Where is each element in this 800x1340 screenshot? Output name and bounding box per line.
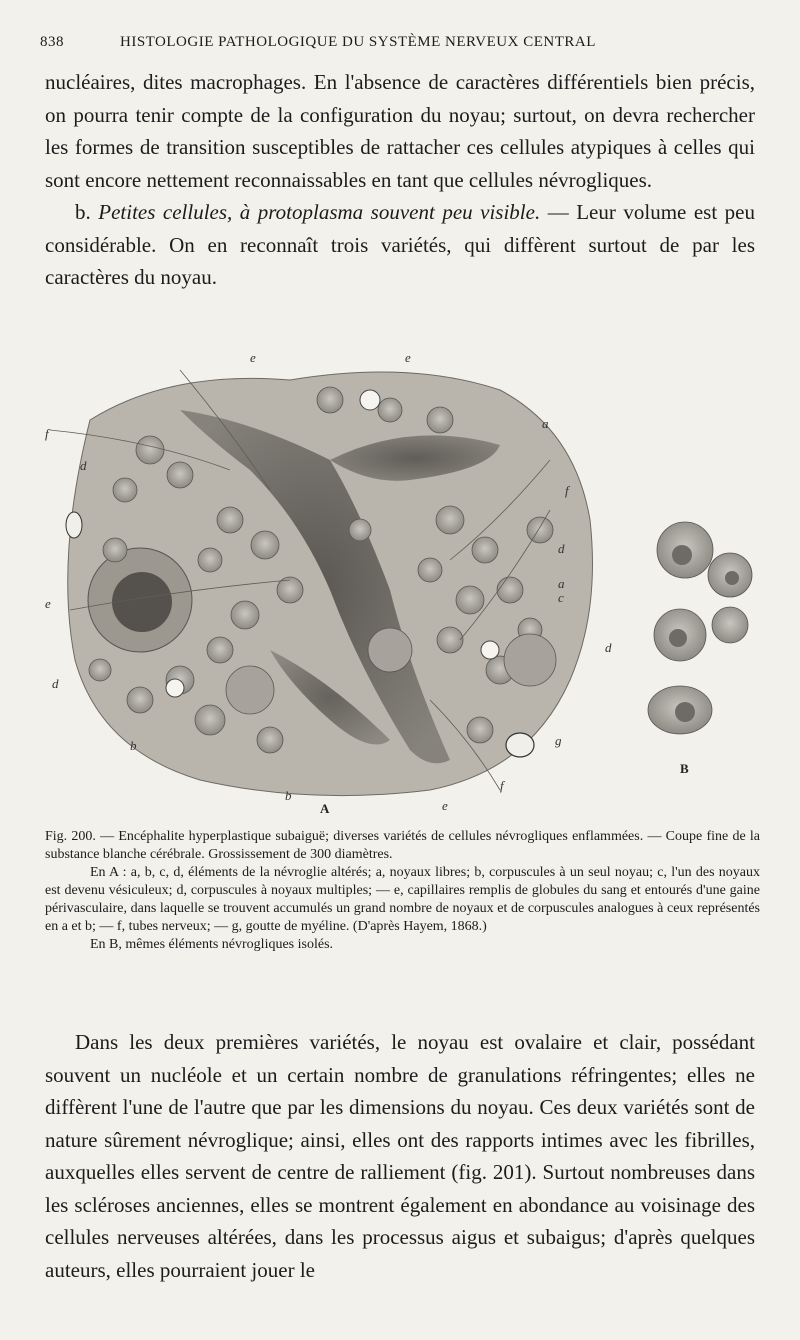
label-d-low: d bbox=[52, 676, 59, 691]
label-f-right: f bbox=[565, 483, 569, 498]
panel-a-tissue bbox=[50, 370, 593, 796]
top-text-block bbox=[45, 66, 755, 294]
figure-200 bbox=[30, 350, 770, 820]
figure-caption bbox=[45, 828, 760, 954]
panel-b-label: B bbox=[680, 761, 689, 776]
bottom-text-block bbox=[45, 1026, 755, 1286]
panel-b-cells bbox=[648, 522, 752, 734]
label-e-top: e bbox=[250, 350, 256, 365]
panel-a-label: A bbox=[320, 801, 330, 816]
label-b-left: b bbox=[130, 738, 137, 753]
label-e-bottom: e bbox=[442, 798, 448, 813]
label-f-left: f bbox=[45, 426, 49, 441]
caption-legend-a: En A : a, b, c, d, éléments de la névroglie altérés; a, noyaux libres; b, corpuscules à un seul noyau; c, l'un des noyaux est devenu vésiculeux; d, corpuscules à noyaux multiples; — e, capillaires remplis de globules du sang et entourés d'une gaine périvasculaire, dans laquelle se trouvent accumulés un grand nombre de noyaux et de corpuscules analogues à ceux représentés en a et b; — f, tubes nerveux; — g, goutte de myéline. (D'après Hayem, 1868.) bbox=[45, 865, 760, 934]
caption-title: Fig. 200. — Encéphalite hyperplastique subaiguë; diverses variétés de cellules névrogliques enflammées. — Coupe fine de la substance blanche cérébrale. Grossissement de 300 diamètres. bbox=[45, 829, 760, 862]
paragraph-varietes: Dans les deux premières variétés, le noyau est ovalaire et clair, possédant souvent un nucléole et un certain nombre de granulations réfringentes; elles ne diffèrent l'une de l'autre que par les dimensions du noyau. Ces deux variétés sont de nature sûrement névroglique; ainsi, elles ont des rapports intimes avec les fibrilles, auxquelles elles servent de centre de ralliement (fig. 201). Surtout nombreuses dans les scléroses anciennes, elles se montrent également en abondance au voisinage des cellules nerveuses altérées, dans les processus aigus et subaigus; d'après quelques auteurs, elles pourraient jouer le bbox=[45, 1030, 755, 1282]
paragraph-macrophages: nucléaires, dites macrophages. En l'absence de caractères différentiels bien précis, on pourra tenir compte de la configuration du noyau; surtout, on devra rechercher les formes de transition susceptibles de rattacher ces cellules atypiques à celles qui sont encore nettement reconnaissables en tant que cellules névrogliques. bbox=[45, 70, 755, 192]
label-f-bottom: f bbox=[500, 778, 504, 793]
list-marker: b. bbox=[75, 200, 99, 224]
label-d-right: d bbox=[558, 541, 565, 556]
label-a-right: a bbox=[558, 576, 565, 591]
label-e-top-2: e bbox=[405, 350, 411, 365]
label-c: c bbox=[558, 590, 564, 605]
label-a: a bbox=[542, 416, 549, 431]
label-d-left: d bbox=[80, 458, 87, 473]
running-head bbox=[40, 34, 760, 58]
paragraph-text: — Leur volume est peu considérable. On en reconnaît trois variétés, qui diffèrent surtout de par les caractères du noyau. bbox=[45, 200, 755, 289]
running-title: HISTOLOGIE PATHOLOGIQUE DU SYSTÈME NERVEUX CENTRAL bbox=[120, 34, 596, 50]
label-e-left: e bbox=[45, 596, 51, 611]
label-g: g bbox=[555, 733, 562, 748]
paragraph-petites-cellules bbox=[45, 196, 755, 294]
histology-illustration bbox=[30, 350, 770, 820]
page-number: 838 bbox=[40, 34, 64, 50]
caption-legend-b: En B, mêmes éléments névrogliques isolés. bbox=[90, 937, 334, 952]
label-d-mid: d bbox=[605, 640, 612, 655]
label-b-bottom: b bbox=[285, 788, 292, 803]
section-heading-italic: Petites cellules, à protoplasma souvent peu visible. bbox=[98, 200, 541, 224]
